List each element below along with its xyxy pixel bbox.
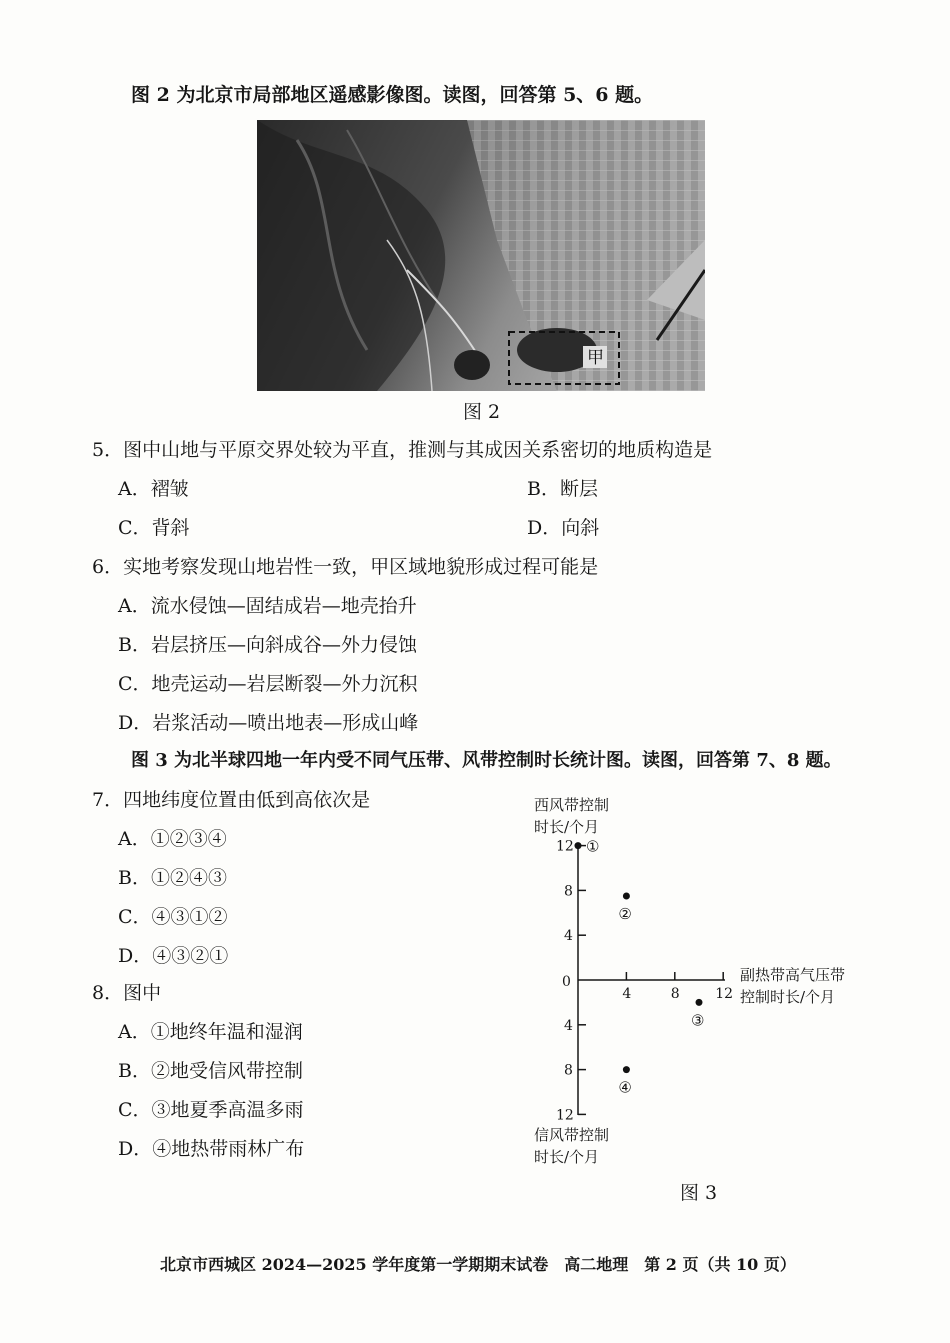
q8-option-a[interactable]: A．①地终年温和湿润 bbox=[118, 1021, 303, 1043]
data-point-2 bbox=[623, 893, 630, 900]
q7-option-b[interactable]: B．①②④③ bbox=[118, 867, 227, 889]
y-down-tick-label: 12 bbox=[556, 1107, 574, 1124]
y-up-tick-label: 12 bbox=[556, 838, 574, 855]
figure2-caption: 图 2 bbox=[463, 401, 501, 423]
q5-option-a[interactable]: A．褶皱 bbox=[118, 478, 189, 500]
q6-option-b[interactable]: B．岩层挤压—向斜成谷—外力侵蚀 bbox=[118, 634, 417, 656]
q6-option-c[interactable]: C．地壳运动—岩层断裂—外力沉积 bbox=[118, 673, 418, 695]
data-point-label-2: ② bbox=[618, 905, 632, 923]
data-point-label-3: ③ bbox=[691, 1011, 705, 1030]
q5-stem: 5．图中山地与平原交界处较为平直，推测与其成因关系密切的地质构造是 bbox=[92, 439, 713, 461]
data-point-4 bbox=[623, 1066, 630, 1073]
y-up-tick-label: 4 bbox=[564, 928, 573, 945]
y-down-label-2: 时长/个月 bbox=[534, 1148, 600, 1166]
q6-option-d[interactable]: D．岩浆活动—喷出地表—形成山峰 bbox=[118, 712, 419, 734]
x-tick-label: 12 bbox=[715, 986, 734, 1002]
q5-option-b[interactable]: B．断层 bbox=[527, 478, 598, 500]
q6-stem: 6．实地考察发现山地岩性一致，甲区域地貌形成过程可能是 bbox=[92, 556, 599, 578]
q5-option-d[interactable]: D．向斜 bbox=[527, 517, 600, 539]
y-down-tick-label: 4 bbox=[564, 1017, 573, 1034]
y-down-tick-label: 8 bbox=[564, 1062, 573, 1079]
satellite-photo bbox=[257, 120, 705, 391]
q7-option-d[interactable]: D．④③②① bbox=[118, 945, 229, 967]
figure3-caption: 图 3 bbox=[680, 1182, 718, 1204]
q7-option-a[interactable]: A．①②③④ bbox=[118, 828, 227, 850]
data-point-1 bbox=[575, 842, 582, 849]
q7-option-c[interactable]: C．④③①② bbox=[118, 906, 228, 928]
y-down-label-1: 信风带控制 bbox=[534, 1126, 610, 1144]
x-tick-label: 8 bbox=[670, 986, 680, 1002]
figure3-chart bbox=[520, 790, 880, 1170]
y-up-tick-label: 8 bbox=[564, 883, 573, 900]
q56-intro: 图 2 为北京市局部地区遥感影像图。读图，回答第 5、6 题。 bbox=[131, 84, 654, 106]
page-footer: 北京市西城区 2024—2025 学年度第一学期期末试卷 高二地理 第 2 页（共 10 页） bbox=[160, 1255, 796, 1274]
x-tick-label: 4 bbox=[622, 986, 632, 1002]
point-group bbox=[575, 838, 705, 1097]
q8-stem: 8．图中 bbox=[92, 982, 162, 1004]
q7-stem: 7．四地纬度位置由低到高依次是 bbox=[92, 789, 371, 811]
origin-label: 0 bbox=[562, 974, 571, 990]
region-jia-label: 甲 bbox=[587, 348, 604, 368]
remote-sensing-image bbox=[257, 120, 705, 391]
figure3-svg bbox=[520, 790, 880, 1170]
data-point-3 bbox=[696, 999, 703, 1006]
x-label-1: 副热带高气压带 bbox=[740, 966, 846, 984]
q6-option-a[interactable]: A．流水侵蚀—固结成岩—地壳抬升 bbox=[118, 595, 417, 617]
q78-intro: 图 3 为北半球四地一年内受不同气压带、风带控制时长统计图。读图，回答第 7、8 题。 bbox=[131, 750, 842, 771]
data-point-label-4: ④ bbox=[618, 1078, 632, 1097]
q8-option-c[interactable]: C．③地夏季高温多雨 bbox=[118, 1099, 304, 1121]
q8-option-b[interactable]: B．②地受信风带控制 bbox=[118, 1060, 303, 1082]
tick-group bbox=[556, 839, 733, 1124]
q5-option-c[interactable]: C．背斜 bbox=[118, 517, 190, 539]
q8-option-d[interactable]: D．④地热带雨林广布 bbox=[118, 1138, 305, 1160]
y-up-label-2: 时长/个月 bbox=[534, 818, 600, 836]
y-up-label-1: 西风带控制 bbox=[534, 796, 610, 814]
data-point-label-1: ① bbox=[586, 837, 600, 856]
x-label-2: 控制时长/个月 bbox=[740, 988, 836, 1006]
